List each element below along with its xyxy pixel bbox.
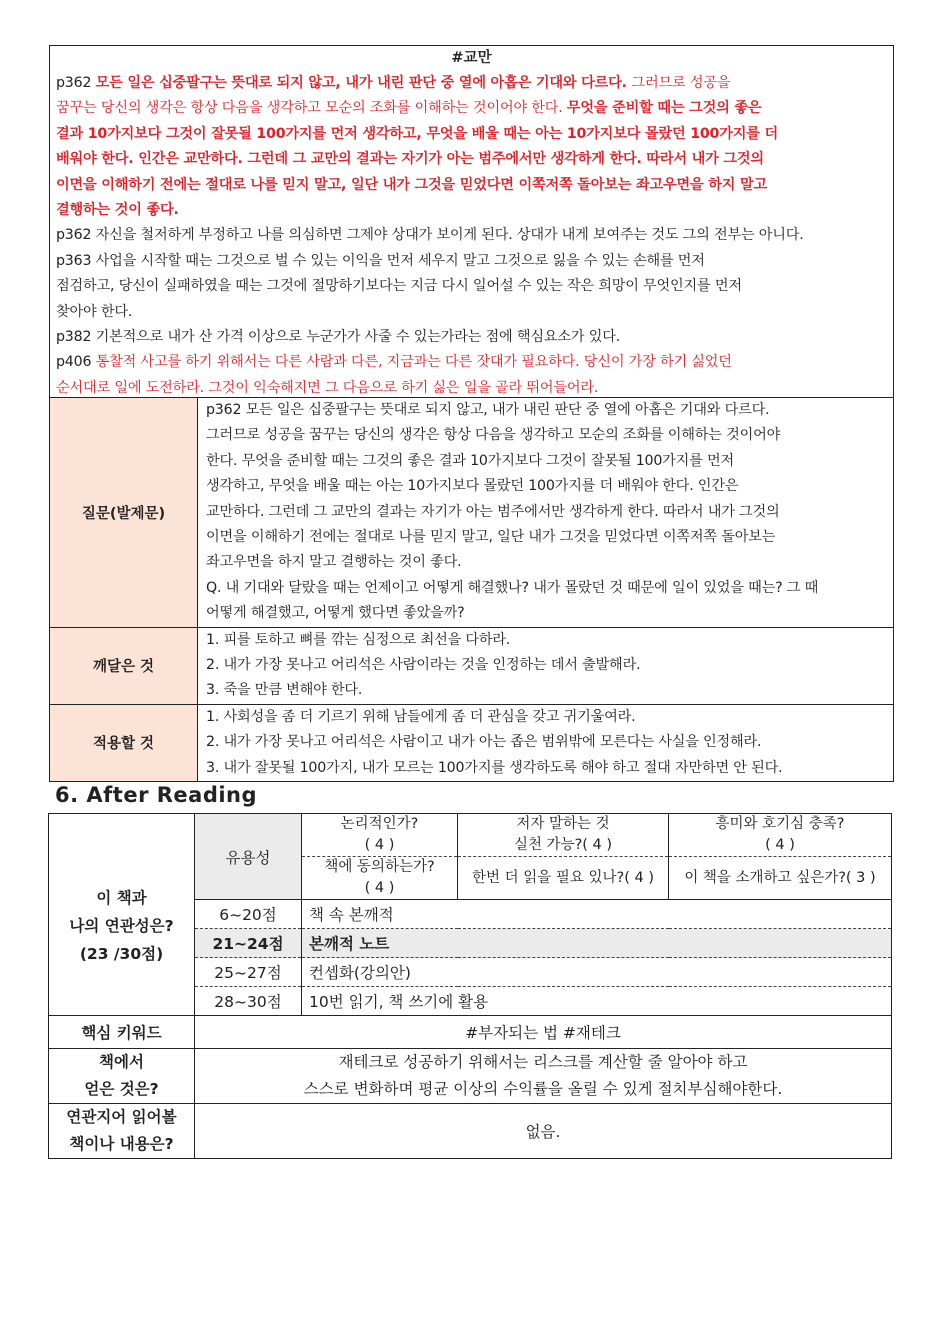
excerpt-text: 순서대로 일에 도전하라. 그것이 익숙해지면 그 다음으로 하기 싫은 일을 골라 뛰어들어라. <box>56 379 599 396</box>
question-line: 이면을 이해하기 전에는 절대로 나를 믿지 말고, 일단 내가 그것을 믿었다면 이쪽저쪽 돌아보는 <box>206 529 776 546</box>
apply-body <box>198 704 894 781</box>
question-line: 교만하다. 그런데 그 교만의 결과는 자기가 아는 범주에서만 생각하게 한다. 따라서 내가 그것의 <box>206 503 780 520</box>
excerpt-text: 결과 10가지보다 그것이 잘못될 100가지를 먼저 생각하고, 무엇을 배울 때는 아는 10가지보다 몰랐던 100가지를 더 <box>56 125 778 142</box>
relevance-label: 이 책과 나의 연관성은? (23 /30점) <box>49 814 195 1016</box>
page-ref: p406 <box>56 354 96 371</box>
apply-line: 1. 사회성을 좀 더 기르기 위해 남들에게 좀 더 관심을 갖고 귀기울여라. <box>206 708 636 725</box>
page-ref: p362 <box>56 227 96 244</box>
page-ref: p363 <box>56 252 96 269</box>
score-desc-4: 10번 읽기, 책 쓰기에 활용 <box>302 987 892 1016</box>
question-line: Q. 내 기대와 달랐을 때는 언제이고 어떻게 해결했나? 내가 몰랐던 것 때문에 일이 있었을 때는? 그 때 <box>206 579 819 596</box>
excerpt-line <box>56 350 893 375</box>
question-line: 좌고우면을 하지 말고 결행하는 것이 좋다. <box>206 554 462 571</box>
apply-line: 2. 내가 가장 못나고 어리석은 사람이고 내가 아는 좁은 범위밖에 모른다는 사실을 인정해라. <box>206 734 762 751</box>
question-label: 질문(발제문) <box>50 398 198 628</box>
excerpt-text: 꿈꾸는 당신의 생각은 항상 다음을 생각하고 모순의 조화를 이해하는 것이어야 한다. <box>56 100 567 117</box>
question-body <box>198 398 894 628</box>
question-line: 생각하고, 무엇을 배울 때는 아는 10가지보다 몰랐던 100가지를 더 배워야 한다. 인간은 <box>206 478 739 495</box>
excerpt-line <box>56 122 893 147</box>
criterion-author: 저자 말하는 것 실천 가능?( 4 ) <box>458 814 669 857</box>
excerpt-text: 사업을 시작할 때는 그것으로 벌 수 있는 이익을 먼저 세우지 말고 그것으로 잃을 수 있는 손해를 먼저 <box>95 252 705 269</box>
excerpt-text: 그러므로 성공을 <box>631 75 731 91</box>
question-line: p362 모든 일은 십중팔구는 뜻대로 되지 않고, 내가 내린 판단 중 열에 아홉은 기대와 다르다. <box>206 402 770 418</box>
question-line: 한다. 무엇을 준비할 때는 그것의 좋은 결과 10가지보다 그것이 잘못될 100가지를 먼저 <box>206 452 735 469</box>
question-line: 그러므로 성공을 꿈꾸는 당신의 생각은 항상 다음을 생각하고 모순의 조화를 이해하는 것이어야 <box>206 427 781 444</box>
excerpt-line <box>56 325 893 350</box>
criterion-recommend: 이 책을 소개하고 싶은가?( 3 ) <box>669 857 892 900</box>
section-heading: 6. After Reading <box>55 783 258 807</box>
excerpt-line <box>56 198 893 223</box>
excerpt-box <box>49 45 894 397</box>
criterion-reread: 한번 더 읽을 필요 있나?( 4 ) <box>458 857 669 900</box>
excerpt-line <box>56 249 893 274</box>
excerpt-line <box>56 274 893 299</box>
gained-value: 재테크로 성공하기 위해서는 리스크를 계산할 줄 알아야 하고 스스로 변화하며 평균 이상의 수익률을 올릴 수 있게 절치부심해야한다. <box>195 1049 892 1104</box>
score-range-2: 21~24점 <box>195 929 302 958</box>
criterion-logical: 논리적인가? ( 4 ) <box>302 814 458 857</box>
score-range-1: 6~20점 <box>195 900 302 929</box>
score-range-3: 25~27점 <box>195 958 302 987</box>
excerpt-text: 모든 일은 십중팔구는 뜻대로 되지 않고, 내가 내린 판단 중 열에 아홉은 기대와 다르다. <box>95 75 632 91</box>
excerpt-text: 기본적으로 내가 산 가격 이상으로 누군가가 사줄 수 있는가라는 점에 핵심요소가 있다. <box>95 329 621 346</box>
keyword-value: #부자되는 법 #재테크 <box>195 1016 892 1049</box>
question-line: 어떻게 해결했고, 어떻게 했다면 좋았을까? <box>206 605 465 622</box>
excerpt-line <box>56 173 893 198</box>
excerpt-text: 배워야 한다. 인간은 교만하다. 그런데 그 교만의 결과는 자기가 아는 범주에서만 생각하게 한다. 따라서 내가 그것의 <box>56 151 764 168</box>
score-desc-2: 본깨적 노트 <box>302 929 892 958</box>
excerpt-line <box>56 300 893 325</box>
criterion-agree: 책에 동의하는가? ( 4 ) <box>302 857 458 900</box>
realized-line: 2. 내가 가장 못나고 어리석은 사람이라는 것을 인정하는 데서 출발해라. <box>206 657 641 674</box>
gained-label: 책에서 얻은 것은? <box>49 1049 195 1104</box>
excerpt-text: 찾아야 한다. <box>56 303 133 320</box>
excerpt-line <box>56 147 893 172</box>
page-ref: p362 <box>56 75 96 91</box>
after-reading-table <box>48 813 892 1159</box>
excerpt-lines <box>50 71 893 401</box>
related-label: 연관지어 읽어볼 책이나 내용은? <box>49 1104 195 1159</box>
realized-label: 깨달은 것 <box>50 627 198 704</box>
realized-body <box>198 627 894 704</box>
apply-label: 적용할 것 <box>50 704 198 781</box>
excerpt-text: 자신을 철저하게 부정하고 나를 의심하면 그제야 상대가 보이게 된다. 상대가 내게 보여주는 것도 그의 전부는 아니다. <box>95 227 804 244</box>
excerpt-text: 통찰적 사고를 하기 위해서는 다른 사람과 다른, 지금과는 다른 잣대가 필요하다. 당신이 가장 하기 싫었던 <box>95 354 732 371</box>
excerpt-text: 무엇을 준비할 때는 그것의 좋은 <box>566 100 762 117</box>
excerpt-title: #교만 <box>451 50 492 66</box>
keyword-label: 핵심 키워드 <box>49 1016 195 1049</box>
usefulness-label: 유용성 <box>195 814 302 900</box>
excerpt-text: 결행하는 것이 좋다. <box>56 202 179 219</box>
score-desc-3: 컨셉화(강의안) <box>302 958 892 987</box>
reflection-table <box>49 397 894 782</box>
excerpt-text: 이면을 이해하기 전에는 절대로 나를 믿지 말고, 일단 내가 그것을 믿었다면 이쪽저쪽 돌아보는 좌고우면을 하지 말고 <box>56 176 768 193</box>
excerpt-line <box>56 223 893 248</box>
excerpt-line <box>56 71 893 96</box>
realized-line: 3. 죽을 만큼 변해야 한다. <box>206 682 363 699</box>
criterion-interest: 흥미와 호기심 충족? ( 4 ) <box>669 814 892 857</box>
excerpt-text: 점검하고, 당신이 실패하였을 때는 그것에 절망하기보다는 지금 다시 일어설 수 있는 작은 희망이 무엇인지를 먼저 <box>56 278 742 295</box>
realized-line: 1. 피를 토하고 뼈를 깎는 심정으로 최선을 다하라. <box>206 631 511 648</box>
related-value: 없음. <box>195 1104 892 1159</box>
score-desc-1: 책 속 본깨적 <box>302 900 892 929</box>
score-range-4: 28~30점 <box>195 987 302 1016</box>
excerpt-line <box>56 96 893 121</box>
apply-line: 3. 내가 잘못될 100가지, 내가 모르는 100가지를 생각하도록 해야 하고 절대 자만하면 안 된다. <box>206 759 783 776</box>
page-ref: p382 <box>56 329 96 346</box>
